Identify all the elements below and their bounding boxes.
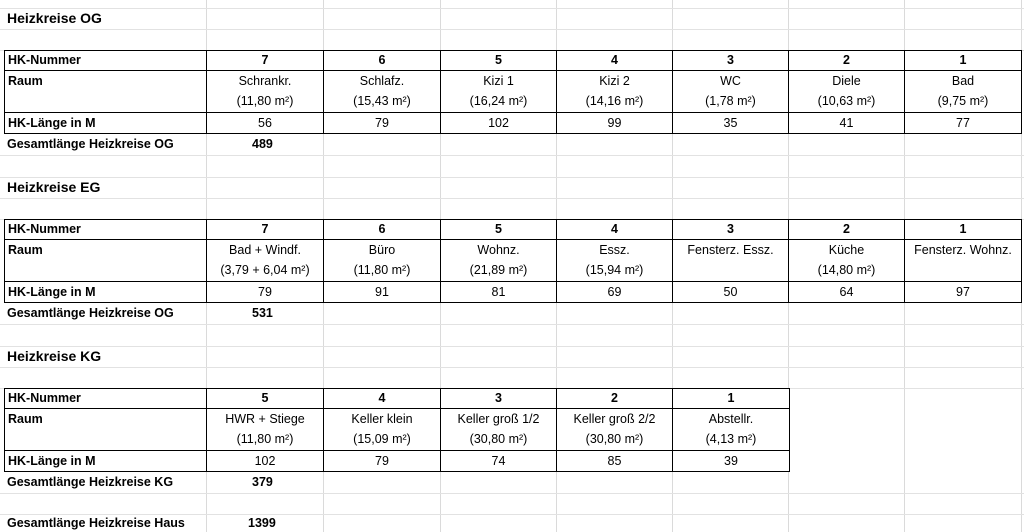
length-cell: 97 — [905, 282, 1022, 303]
hk-number-cell: 7 — [207, 220, 324, 240]
table-og — [4, 50, 1022, 134]
row-label-hk-laenge: HK-Länge in M — [5, 451, 207, 472]
room-area: (14,80 m²) — [817, 263, 876, 277]
room-name: Bad — [951, 74, 975, 88]
room-area: (15,94 m²) — [585, 263, 644, 277]
length-cell: 35 — [673, 113, 789, 134]
length-cell: 102 — [441, 113, 557, 134]
table-kg — [4, 388, 790, 472]
hk-number-cell: 3 — [673, 220, 789, 240]
total-value-haus: 1399 — [248, 516, 276, 530]
length-cell: 102 — [207, 451, 324, 472]
table-row-hk-nummer — [5, 389, 790, 409]
room-name: Schrankr. — [238, 74, 292, 88]
length-cell: 85 — [557, 451, 673, 472]
table-row-raum — [5, 71, 1022, 113]
room-name: Keller klein — [351, 412, 413, 426]
length-cell: 41 — [789, 113, 905, 134]
hk-number-cell: 1 — [673, 389, 790, 409]
room-name: Keller groß 2/2 — [573, 412, 656, 426]
hk-number-cell: 5 — [441, 220, 557, 240]
room-name: Bad + Windf. — [229, 243, 301, 257]
room-area: (9,75 m²) — [937, 94, 989, 108]
total-label-og: Gesamtlänge Heizkreise OG — [7, 137, 174, 151]
table-row-hk-nummer — [5, 220, 1022, 240]
length-cell: 79 — [324, 113, 441, 134]
row-label-raum: Raum — [5, 409, 207, 451]
room-cell — [557, 71, 673, 113]
room-area: (11,80 m²) — [236, 432, 294, 446]
room-area: (15,09 m²) — [353, 432, 411, 446]
room-cell — [789, 71, 905, 113]
room-name: Küche — [828, 243, 865, 257]
hk-number-cell: 6 — [324, 220, 441, 240]
total-value-eg: 531 — [252, 306, 273, 320]
room-cell — [324, 240, 441, 282]
room-area: (3,79 + 6,04 m²) — [220, 263, 310, 277]
room-name: Diele — [832, 74, 861, 88]
room-cell — [207, 409, 324, 451]
length-cell: 79 — [324, 451, 441, 472]
room-cell — [905, 71, 1022, 113]
table-row-hk-laenge — [5, 451, 790, 472]
row-label-hk-nummer: HK-Nummer — [5, 51, 207, 71]
hk-number-cell: 2 — [789, 220, 905, 240]
hk-number-cell: 5 — [207, 389, 324, 409]
length-cell: 91 — [324, 282, 441, 303]
hk-number-cell: 3 — [441, 389, 557, 409]
room-area: (21,89 m²) — [469, 263, 528, 277]
room-cell — [673, 71, 789, 113]
room-cell — [441, 409, 557, 451]
room-cell — [789, 240, 905, 282]
room-cell — [673, 409, 790, 451]
table-row-raum — [5, 240, 1022, 282]
total-value-og: 489 — [252, 137, 273, 151]
table-row-hk-laenge — [5, 113, 1022, 134]
room-area: (10,63 m²) — [817, 94, 876, 108]
room-cell — [441, 71, 557, 113]
row-label-hk-laenge: HK-Länge in M — [5, 282, 207, 303]
room-name: Wohnz. — [477, 243, 520, 257]
section-title-kg: Heizkreise KG — [7, 348, 102, 364]
room-area: (16,24 m²) — [469, 94, 528, 108]
hk-number-cell: 3 — [673, 51, 789, 71]
room-area: (15,43 m²) — [353, 94, 411, 108]
hk-number-cell: 5 — [441, 51, 557, 71]
room-name: Fensterz. Essz. — [687, 243, 774, 257]
length-cell: 81 — [441, 282, 557, 303]
length-cell: 99 — [557, 113, 673, 134]
hk-number-cell: 6 — [324, 51, 441, 71]
room-name: HWR + Stiege — [225, 412, 305, 426]
room-area: (30,80 m²) — [585, 432, 644, 446]
room-cell — [557, 409, 673, 451]
table-row-raum — [5, 409, 790, 451]
length-cell: 79 — [207, 282, 324, 303]
room-name: WC — [720, 74, 741, 88]
room-area: (14,16 m²) — [585, 94, 644, 108]
hk-number-cell: 2 — [557, 389, 673, 409]
room-name: Schlafz. — [359, 74, 405, 88]
total-label-haus: Gesamtlänge Heizkreise Haus — [7, 516, 185, 530]
room-area — [905, 260, 1021, 280]
row-label-raum: Raum — [5, 71, 207, 113]
section-title-og: Heizkreise OG — [7, 10, 102, 26]
room-cell — [557, 240, 673, 282]
length-cell: 50 — [673, 282, 789, 303]
room-area — [673, 260, 788, 280]
room-cell — [441, 240, 557, 282]
hk-number-cell: 4 — [557, 51, 673, 71]
room-name: Büro — [368, 243, 396, 257]
length-cell: 64 — [789, 282, 905, 303]
hk-number-cell: 4 — [324, 389, 441, 409]
room-cell — [207, 71, 324, 113]
row-label-hk-laenge: HK-Länge in M — [5, 113, 207, 134]
room-name: Essz. — [599, 243, 630, 257]
room-cell — [207, 240, 324, 282]
hk-number-cell: 4 — [557, 220, 673, 240]
room-name: Kizi 2 — [599, 74, 630, 88]
room-area: (30,80 m²) — [469, 432, 528, 446]
table-row-hk-nummer — [5, 51, 1022, 71]
total-label-kg: Gesamtlänge Heizkreise KG — [7, 475, 174, 489]
room-area: (1,78 m²) — [705, 94, 756, 108]
room-name: Kizi 1 — [483, 74, 514, 88]
hk-number-cell: 7 — [207, 51, 324, 71]
table-eg — [4, 219, 1022, 303]
length-cell: 56 — [207, 113, 324, 134]
hk-number-cell: 1 — [905, 220, 1022, 240]
room-name: Keller groß 1/2 — [457, 412, 540, 426]
length-cell: 39 — [673, 451, 790, 472]
section-title-eg: Heizkreise EG — [7, 179, 101, 195]
row-label-raum: Raum — [5, 240, 207, 282]
hk-number-cell: 1 — [905, 51, 1022, 71]
room-name: Abstellr. — [708, 412, 754, 426]
row-label-hk-nummer: HK-Nummer — [5, 220, 207, 240]
room-cell — [905, 240, 1022, 282]
room-area: (11,80 m²) — [236, 94, 294, 108]
row-label-hk-nummer: HK-Nummer — [5, 389, 207, 409]
length-cell: 69 — [557, 282, 673, 303]
table-row-hk-laenge — [5, 282, 1022, 303]
room-area: (11,80 m²) — [353, 263, 411, 277]
room-name: Fensterz. Wohnz. — [914, 243, 1012, 257]
total-label-eg: Gesamtlänge Heizkreise OG — [7, 306, 174, 320]
hk-number-cell: 2 — [789, 51, 905, 71]
length-cell: 74 — [441, 451, 557, 472]
total-value-kg: 379 — [252, 475, 273, 489]
room-cell — [324, 409, 441, 451]
length-cell: 77 — [905, 113, 1022, 134]
room-cell — [673, 240, 789, 282]
room-cell — [324, 71, 441, 113]
room-area: (4,13 m²) — [705, 432, 757, 446]
